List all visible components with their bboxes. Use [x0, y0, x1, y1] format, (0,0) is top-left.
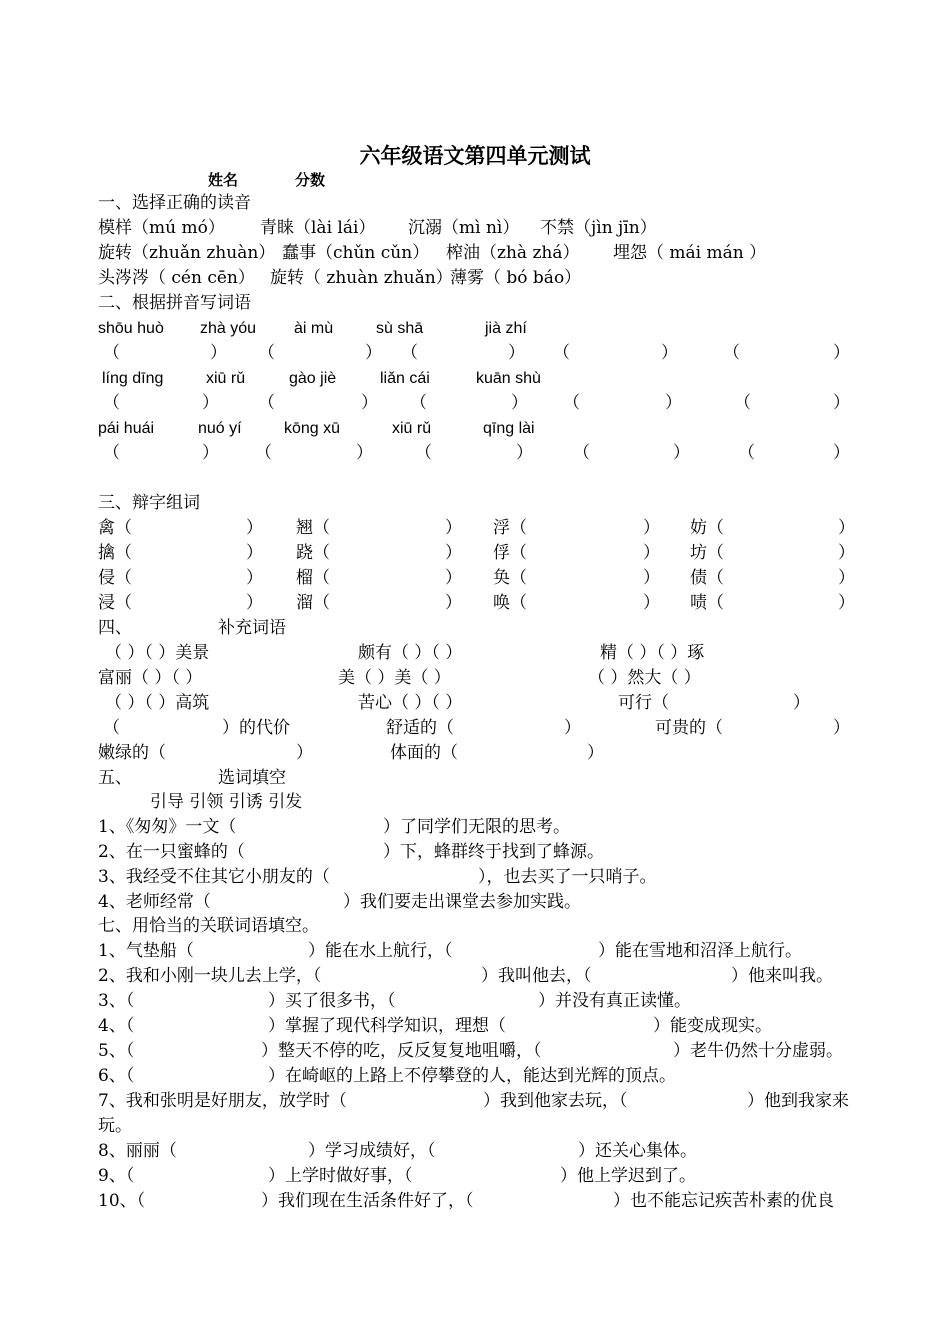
answer-blank-open[interactable]: （: [553, 343, 570, 363]
s3-close: ）: [643, 543, 660, 563]
pinyin: xiū rǔ: [206, 370, 246, 387]
answer-blank-open[interactable]: （: [738, 443, 755, 463]
question-text[interactable]: 1、气垫船（: [98, 941, 194, 961]
s4-item[interactable]: 可行（: [618, 693, 669, 713]
question-text[interactable]: 2、我和小刚一块儿去上学，（: [98, 966, 322, 986]
s1-item: 薄雾（ bó báo）: [450, 268, 582, 288]
s3-char[interactable]: 侵（: [98, 568, 132, 588]
answer-blank-open[interactable]: （: [401, 343, 418, 363]
s3-char[interactable]: 债（: [690, 568, 724, 588]
answer-blank-open[interactable]: （: [410, 393, 427, 413]
s4-item[interactable]: 精（ ）（ ）琢: [600, 643, 705, 663]
answer-blank-close: ）: [673, 443, 690, 463]
s3-close: ）: [643, 568, 660, 588]
s1-item: 旋转（zhuǎn zhuàn）: [98, 243, 276, 263]
s3-char[interactable]: 跷（: [296, 543, 330, 563]
pinyin: qīng lài: [483, 420, 535, 437]
question-text: ），也去买了一只哨子。: [478, 867, 657, 887]
pinyin: zhà yóu: [200, 320, 257, 337]
s3-close: ）: [246, 518, 263, 538]
question-text[interactable]: ）整天不停的吃，反反复复地咀嚼，（: [261, 1041, 542, 1061]
question-text[interactable]: 4、（: [98, 1016, 135, 1036]
s3-char[interactable]: 浮（: [493, 518, 527, 538]
question-text[interactable]: 6、（: [98, 1066, 135, 1086]
answer-blank-open[interactable]: （: [103, 443, 120, 463]
s4-item[interactable]: 体面的（: [390, 743, 458, 763]
answer-blank-close: ）: [508, 343, 525, 363]
question-text[interactable]: 4、老师经常（: [98, 892, 211, 912]
answer-blank-open[interactable]: （: [415, 443, 432, 463]
answer-blank-close: ）: [202, 393, 219, 413]
s4-item[interactable]: 美（ ）美（ ）: [338, 668, 451, 688]
pinyin: liǎn cái: [380, 370, 430, 387]
word-bank-text: 引导 引领 引诱 引发: [150, 792, 303, 812]
pinyin: shōu huò: [98, 320, 164, 337]
answer-blank-open[interactable]: （: [258, 393, 275, 413]
s4-item[interactable]: （ ）（ ）美景: [105, 643, 210, 663]
question-text[interactable]: ）我们现在生活条件好了，（: [261, 1191, 474, 1211]
question-text: ）他上学迟到了。: [560, 1166, 696, 1186]
question-text: ）并没有真正读懂。: [538, 991, 691, 1011]
s3-char[interactable]: 擒（: [98, 543, 132, 563]
page-title: 六年级语文第四单元测试: [359, 143, 591, 168]
question-text: ）也不能忘记疾苦朴素的优良: [613, 1191, 834, 1211]
question-text[interactable]: ）买了很多书，（: [268, 991, 396, 1011]
pinyin: jià zhí: [485, 320, 527, 337]
section-2-heading: 二、根据拼音写词语: [98, 293, 251, 313]
section-7-heading: 七、用恰当的关联词语填空。: [98, 916, 319, 936]
s4-close: ）: [587, 743, 604, 763]
name-label: 姓名: [208, 171, 239, 189]
s3-close: ）: [445, 568, 462, 588]
s1-item: 旋转（ zhuàn zhuǎn）: [270, 268, 453, 288]
s3-char[interactable]: 翘（: [296, 518, 330, 538]
question-text[interactable]: 9、（: [98, 1166, 135, 1186]
s3-char[interactable]: 溜（: [296, 593, 330, 613]
s4-close: ）: [833, 718, 850, 738]
s3-char[interactable]: 俘（: [493, 543, 527, 563]
pinyin: pái huái: [98, 420, 155, 437]
question-text: ）他到我家来: [747, 1091, 849, 1111]
pinyin: líng dīng: [102, 370, 164, 387]
s4-item[interactable]: 富丽（ ）（ ）: [98, 668, 203, 688]
s3-close: ）: [445, 593, 462, 613]
s3-close: ）: [246, 543, 263, 563]
answer-blank-close: ）: [511, 393, 528, 413]
question-text[interactable]: 10、（: [98, 1191, 146, 1211]
s4-item[interactable]: 苦心（ ）（ ）: [358, 693, 463, 713]
question-text[interactable]: ）学习成绩好，（: [308, 1141, 436, 1161]
s1-item: 青睐（lài lái）: [260, 218, 376, 238]
s3-close: ）: [838, 593, 855, 613]
pinyin: sù shā: [376, 320, 424, 337]
s4-item[interactable]: （ ）然大（ ）: [588, 668, 701, 688]
s4-item[interactable]: 嫩绿的（: [98, 743, 166, 763]
s1-item: 模样（mú mó）: [98, 218, 225, 238]
question-text[interactable]: 3、我经受不住其它小朋友的（: [98, 867, 330, 887]
question-text: ）了同学们无限的思考。: [383, 817, 570, 837]
question-text: ）还关心集体。: [578, 1141, 697, 1161]
answer-blank-close: ）: [365, 343, 382, 363]
s3-char[interactable]: 妨（: [690, 518, 724, 538]
answer-blank-close: ）: [661, 343, 678, 363]
s3-char[interactable]: 啧（: [690, 593, 724, 613]
s4-item[interactable]: 颇有（ ）（ ）: [358, 643, 463, 663]
pinyin: kuān shù: [476, 370, 541, 387]
s3-close: ）: [445, 518, 462, 538]
s1-item: 蠢事（chǔn cǔn）: [282, 243, 430, 263]
s3-close: ）: [445, 543, 462, 563]
answer-blank-open[interactable]: （: [103, 343, 120, 363]
question-text: ）能在雪地和沼泽上航行。: [598, 941, 802, 961]
s3-close: ）: [838, 568, 855, 588]
question-text: ）我们要走出课堂去参加实践。: [343, 892, 581, 912]
s3-close: ）: [838, 518, 855, 538]
answer-blank-close: ）: [210, 343, 227, 363]
question-text: ）下，蜂群终于找到了蜂源。: [383, 842, 604, 862]
s3-char[interactable]: 坊（: [690, 543, 724, 563]
s4-close: ）: [793, 693, 810, 713]
s3-close: ）: [246, 593, 263, 613]
section-number: 四、: [98, 618, 132, 638]
section-1-heading: 一、选择正确的读音: [98, 193, 251, 213]
s3-close: ）: [246, 568, 263, 588]
question-text[interactable]: ）我到他家去玩，（: [483, 1091, 628, 1111]
pinyin: kōng xū: [284, 420, 341, 437]
answer-blank-open[interactable]: （: [258, 343, 275, 363]
s7-question-7-cont: 玩。: [98, 1116, 132, 1136]
answer-blank-close: ）: [665, 393, 682, 413]
pinyin: xiū rǔ: [392, 420, 432, 437]
s3-char[interactable]: 唤（: [493, 593, 527, 613]
section-number: 五、: [98, 768, 132, 788]
s1-item: 榨油（zhà zhá）: [446, 243, 580, 263]
s3-close: ）: [838, 543, 855, 563]
s4-close: ）: [296, 743, 313, 763]
s3-char[interactable]: 奂（: [493, 568, 527, 588]
s4-item[interactable]: 舒适的（: [386, 718, 454, 738]
s3-close: ）: [643, 593, 660, 613]
question-text: ）老牛仍然十分虚弱。: [673, 1041, 843, 1061]
answer-blank-close: ）: [361, 393, 378, 413]
answer-blank-open[interactable]: （: [723, 343, 740, 363]
answer-blank-open[interactable]: （: [573, 443, 590, 463]
answer-blank-close: ）: [516, 443, 533, 463]
section-3-heading: 三、辩字组词: [98, 493, 200, 513]
question-text[interactable]: ）能在水上航行，（: [308, 941, 453, 961]
question-text: ）他来叫我。: [731, 966, 833, 986]
answer-blank-close: ）: [356, 443, 373, 463]
s4-item: ）的代价: [222, 718, 290, 738]
question-text[interactable]: ）上学时做好事，（: [268, 1166, 413, 1186]
question-text[interactable]: 1、《匆匆》一文（: [98, 817, 237, 837]
question-text[interactable]: 2、在一只蜜蜂的（: [98, 842, 245, 862]
pinyin: gào jiè: [289, 370, 337, 387]
pinyin: nuó yí: [198, 420, 242, 437]
section-title: 选词填空: [218, 768, 286, 788]
answer-blank-open[interactable]: （: [255, 443, 272, 463]
answer-blank-open[interactable]: （: [563, 393, 580, 413]
question-text[interactable]: 3、（: [98, 991, 135, 1011]
section-title: 补充词语: [218, 618, 286, 638]
answer-blank-open[interactable]: （: [103, 393, 120, 413]
score-label: 分数: [295, 171, 326, 189]
s1-item: 头涔涔（ cén cēn）: [98, 268, 255, 288]
s1-item: 埋怨（ mái mán ）: [613, 243, 767, 263]
question-text[interactable]: ）掌握了现代科学知识，理想（: [268, 1016, 506, 1036]
answer-blank-close: ）: [202, 443, 219, 463]
question-text: ）在崎岖的上路上不停攀登的人，能达到光辉的顶点。: [268, 1066, 676, 1086]
s4-item[interactable]: 可贵的（: [655, 718, 723, 738]
s3-char[interactable]: 浸（: [98, 593, 132, 613]
s4-close: ）: [564, 718, 581, 738]
answer-blank-close: ）: [833, 443, 850, 463]
s4-item[interactable]: （: [103, 718, 120, 738]
pinyin: ài mù: [294, 320, 334, 337]
answer-blank-close: ）: [833, 343, 850, 363]
question-text[interactable]: 8、丽丽（: [98, 1141, 177, 1161]
s1-item: 沉溺（mì nì）: [408, 218, 520, 238]
question-text[interactable]: 7、我和张明是好朋友，放学时（: [98, 1091, 347, 1111]
question-text[interactable]: 5、（: [98, 1041, 135, 1061]
s1-item: 不禁（jìn jīn）: [540, 218, 657, 238]
answer-blank-close: ）: [833, 393, 850, 413]
s3-char[interactable]: 榴（: [296, 568, 330, 588]
answer-blank-open[interactable]: （: [734, 393, 751, 413]
s3-close: ）: [643, 518, 660, 538]
s4-item[interactable]: （ ）（ ）高筑: [105, 693, 210, 713]
question-text[interactable]: ）我叫他去，（: [481, 966, 592, 986]
s3-char[interactable]: 禽（: [98, 518, 132, 538]
question-text: ）能变成现实。: [653, 1016, 772, 1036]
